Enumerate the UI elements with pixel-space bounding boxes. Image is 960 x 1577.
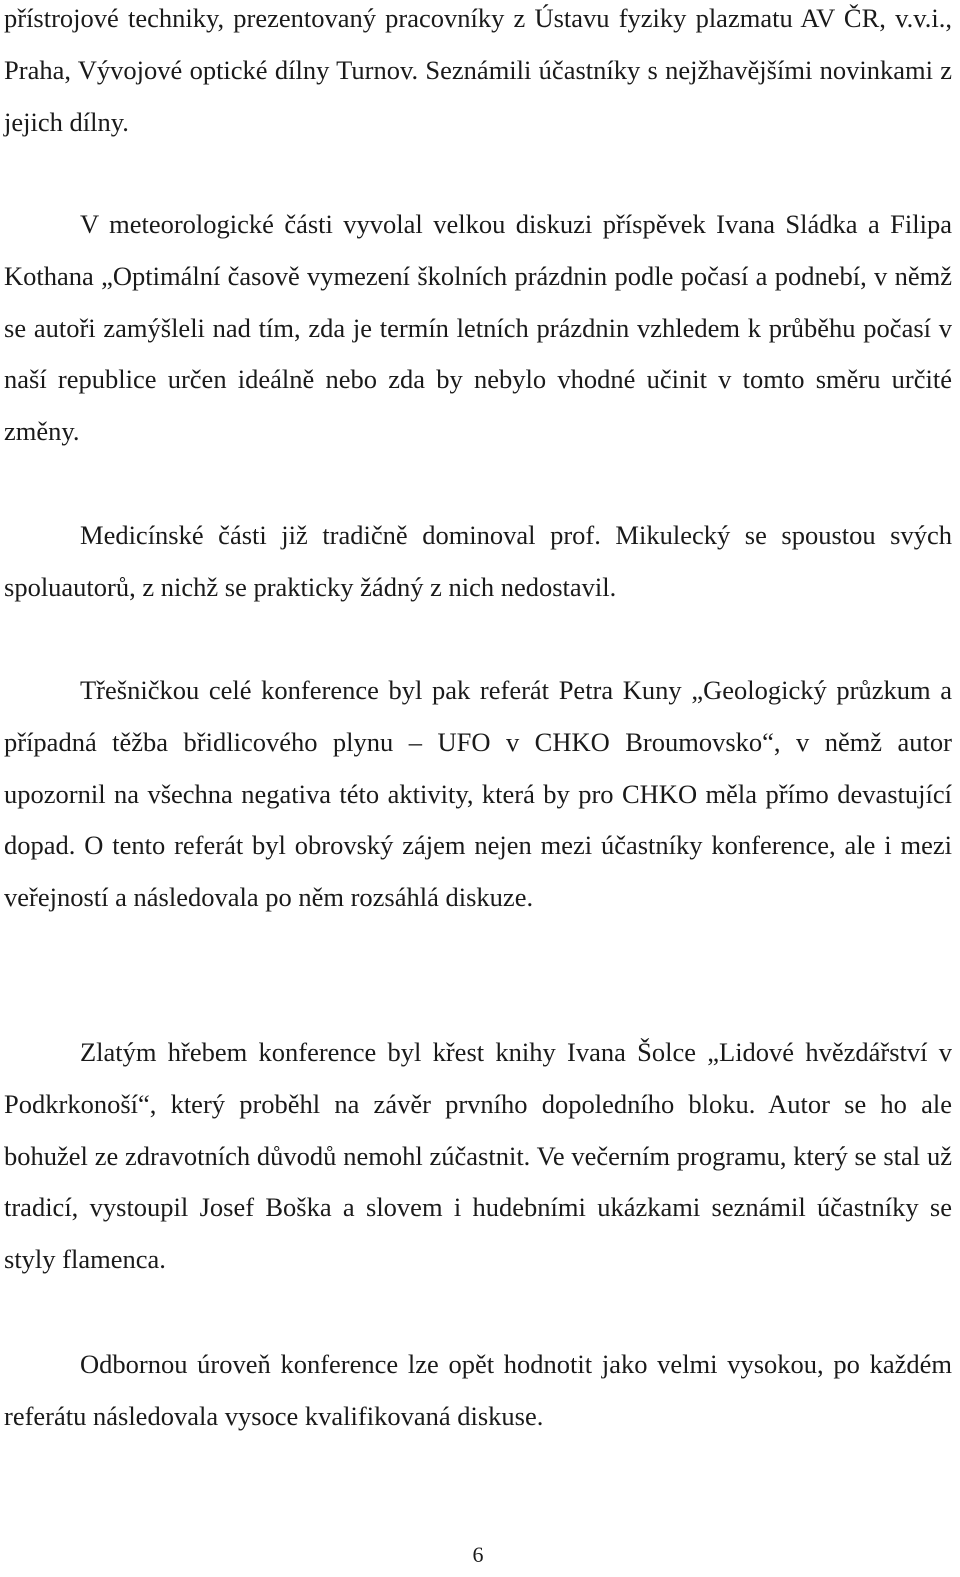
paragraph-conclusion: Odbornou úroveň konference lze opět hodnotit jako velmi vysokou, po každém referátu následovala vysoce kvalifikovaná diskuse.	[4, 1349, 952, 1431]
paragraph-geology: Třešničkou celé konference byl pak referát Petra Kuny „Geologický průzkum a případná těžba břidlicového plynu – UFO v CHKO Broumovsko“, v němž autor upozornil na všechna negativa této aktivity, která by pro CHKO měla přímo devastující dopad. O tento referát byl obrovský zájem nejen mezi účastníky konference, ale i mezi veřejností a následovala po něm rozsáhlá diskuze.	[4, 675, 952, 913]
paragraph-meteorology: V meteorologické části vyvolal velkou diskuzi příspěvek Ivana Sládka a Filipa Kothana „Optimální časově vymezení školních prázdnin podle počasí a podnebí, v němž se autoři zamýšleli nad tím, zda je termín letních prázdnin vzhledem k průběhu počasí v naší republice určen ideálně nebo zda by nebylo vhodné učinit v tomto směru určité změny.	[4, 209, 952, 447]
paragraph-medicine: Medicínské části již tradičně dominoval prof. Mikulecký se spoustou svých spoluautorů, z nichž se prakticky žádný z nich nedostavil.	[4, 520, 952, 602]
page-number: 6	[472, 1542, 484, 1567]
paragraph-book-launch: Zlatým hřebem konference byl křest knihy Ivana Šolce „Lidové hvězdářství v Podkrkonoší“, který proběhl na závěr prvního dopoledního bloku. Autor se ho ale bohužel ze zdravotních důvodů nemohl zúčastnit. Ve večerním programu, který se stal už tradicí, vystoupil Josef Boška a slovem i hudebními ukázkami seznámil účastníky se styly flamenca.	[4, 1037, 952, 1275]
document-page	[4, 0, 952, 1577]
paragraph-instruments: přístrojové techniky, prezentovaný pracovníky z Ústavu fyziky plazmatu AV ČR, v.v.i., Praha, Vývojové optické dílny Turnov. Seznámili účastníky s nejžhavějšími novinkami z jejich dílny.	[4, 3, 952, 137]
